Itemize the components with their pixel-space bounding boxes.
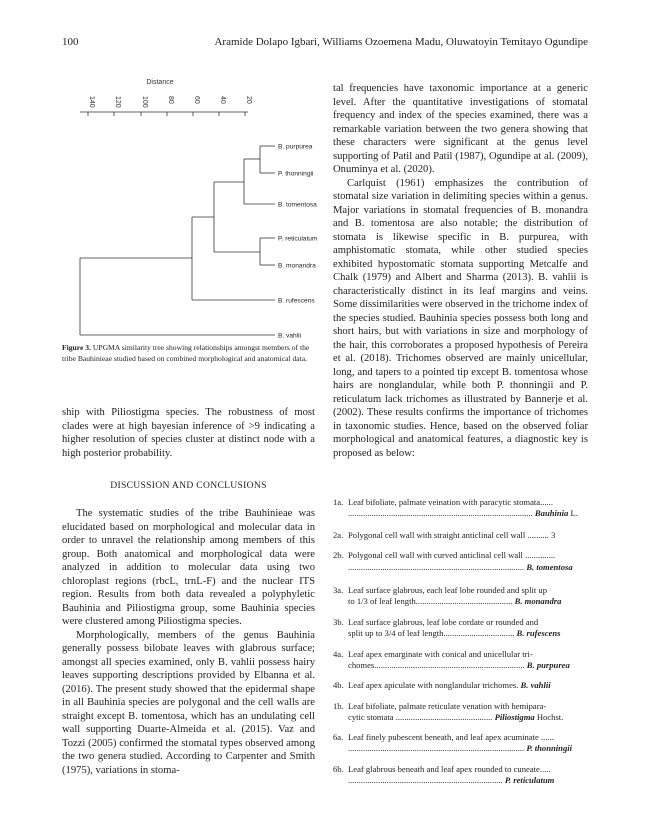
key-text: Leaf glabrous beneath and leaf apex rounded to cuneate..... (348, 763, 551, 774)
key-item (333, 732, 588, 755)
dendrogram-axis-title: Distance (146, 79, 174, 86)
key-text: to 1/3 of leaf length............................................. (348, 596, 513, 607)
key-number: 3a. (333, 585, 344, 596)
key-text: Leaf surface glabrous, leaf lobe cordate or rounded and (348, 616, 539, 627)
axis-tick-label: 100 (141, 96, 148, 108)
paragraph: Carlquist (1961) emphasizes the contribution of stomatal size variation in delimiting species within a genus. Major variations in stomatal frequencies of B. monandra and B. tomentosa are also notable; the distribution of stomata is likewise specific in B. purpurea, with amphistomatic stomata, while other studied species exhibited hypostomatic stomata supporting Metcalfe and Chalk (1979) and Albert and Sharma (2013). B. vahlii is characteristically distinct in its leaf margins and veins. Some dissimilarities were observed in the trichome index of the species studied. Bauhinia species possess both long and short hairs, but with variations in size and morphology of the hair, this corroborates a proposed hypothesis of Pereira et al. (2018). Trichomes observed are mainly unicellular, long, and tapers to a pointed tip except B. tomentosa whose hairs are nonglandular, while both P. thonningii and P. reticulatum lack trichomes as illustrated by Bannerje et al. (2002). These results confirms the importance of trichomes in taxonomic studies. Hence, based on the observed foliar morphological and anatomical features, a diagnostic key is proposed as below: (333, 177, 588, 459)
axis-tick-label: 60 (193, 96, 200, 104)
key-author: Hochst. (534, 712, 564, 723)
axis-tick-label: 120 (114, 96, 121, 108)
paragraph: ship with Piliostigma species. The robustness of most clades were at high bayesian inference of >9 indicating a higher resolution of species cluster at distinct node with a high posterior probability. (62, 407, 315, 459)
key-target: P. reticulatum (502, 774, 555, 785)
key-author: L. (568, 508, 578, 519)
key-text: Leaf surface glabrous, each leaf lobe rounded and split up (348, 585, 548, 596)
diagnostic-key (333, 497, 588, 786)
key-item (333, 764, 588, 787)
axis-tick-label: 80 (167, 96, 174, 104)
key-number: 2a. (333, 529, 344, 540)
key-text: ........................................................................ (348, 774, 503, 785)
key-item (333, 701, 588, 724)
taxon-label: P. thonningii (278, 170, 314, 178)
key-item (333, 617, 588, 640)
paragraph: The systematic studies of the tribe Bauhinieae was elucidated based on morphological and molecular data in order to unravel the relationship among members of this group. Both anatomical and morphological data were analyzed in addition to molecular data using two chloroplast regions (rbcL, trnL-F) and the nuclear ITS region. Results from both data revealed a polyphyletic Bauhinia and Piliostigma group, some Bauhinia species were clustered among Piliostigma species. (62, 508, 315, 627)
taxon-label: B. tomentosa (278, 201, 317, 209)
key-number: 4a. (333, 648, 344, 659)
key-text: Leaf apex apiculate with nonglandular trichomes. (348, 680, 519, 691)
key-item (333, 680, 588, 691)
left-column-top (62, 406, 315, 460)
axis-tick-label: 20 (245, 96, 252, 104)
taxon-label: B. vahlii (278, 332, 302, 340)
key-item (333, 585, 588, 608)
taxon-label: B. purpurea (278, 143, 313, 151)
key-item (333, 530, 588, 541)
key-target: B. purpurea (524, 660, 570, 671)
key-target: P. thonningii (524, 743, 573, 754)
taxon-label: B. rufescens (278, 297, 315, 305)
key-number: 2b. (333, 550, 344, 561)
key-text: Leaf finely pubescent beneath, and leaf apex acuminate ...... (348, 731, 554, 742)
key-item (333, 550, 588, 573)
key-text: Leaf bifoliate, palmate reticulate venation with hemipara- (348, 700, 547, 711)
key-target: B. tomentosa (524, 561, 573, 572)
axis-tick-label: 40 (219, 96, 226, 104)
key-target: B. monandra (512, 596, 562, 607)
key-text: Leaf apex emarginate with conical and unicellular tri- (348, 648, 533, 659)
running-header-authors: Aramide Dolapo Igbari, Williams Ozoemena Madu, Oluwatoyin Temitayo Ogundipe (214, 36, 588, 48)
key-text: cytic stomata ............................................. (348, 712, 493, 723)
paragraph: tal frequencies have taxonomic importance at a generic level. After the quantitative investigations of stomatal frequency and index of the species examined, there was a remarkable variation between the two genera showing that these characters were significant at the genus level supporting of Patil and Patil (1987), Ogundipe at al. (2009), Onuminya et al. (2020). (333, 83, 588, 175)
key-text: .................................................................................. (348, 561, 525, 572)
section-heading: DISCUSSION AND CONCLUSIONS (110, 480, 267, 491)
key-item (333, 649, 588, 672)
key-text: Polygonal cell wall with straight anticlinal cell wall .......... 3 (348, 529, 556, 540)
key-text: chomes...................................................................... (348, 660, 525, 671)
left-column-discussion (62, 507, 315, 777)
key-text: ...................................................................................... (348, 508, 533, 519)
key-target: B. vahlii (518, 680, 551, 691)
figure-label: Figure 3. (62, 343, 91, 352)
right-column (333, 82, 588, 460)
key-target: Bauhinia (532, 508, 569, 519)
key-target: Piliostigma (492, 712, 535, 723)
figure-caption (62, 343, 314, 364)
page-number: 100 (62, 36, 79, 48)
key-number: 1a. (333, 497, 344, 507)
upgma-dendrogram (62, 72, 318, 342)
key-text: Leaf bifoliate, palmate veination with paracytic stomata...... (348, 497, 553, 507)
key-number: 1b. (333, 700, 344, 711)
key-target: B. rufescens (514, 628, 561, 639)
paragraph: Morphologically, members of the genus Bauhinia generally possess bilobate leaves with glabrous surface; amongst all species examined, only B. vahlii possess hairy leaves supporting descriptions provided by Elbanna et al. (2016). The present study showed that the epidermal shape in all Bauhinia species are polygonal and the cell walls are straight except B. tomentosa, which has an undulating cell wall supporting Duarte-Almeida et al. (2015). Vaz and Tozzi (2005) confirmed the stomatal types observed among the two genera studied. According to Carpenter and Smith (1975), variations in stoma- (62, 629, 315, 776)
key-text: Polygonal cell wall with curved anticlinal cell wall .............. (348, 550, 556, 561)
key-text: .................................................................................. (348, 743, 525, 754)
taxon-label: P. reticulatum (278, 235, 318, 243)
figure-caption-text: UPGMA similarity tree showing relationships amongst members of the tribe Bauhinieae studied based on combined morphological and anatomical data. (62, 343, 310, 363)
key-number: 6b. (333, 763, 344, 774)
key-item (333, 497, 588, 520)
key-number: 6a. (333, 731, 344, 742)
taxon-label: B. monandra (278, 262, 316, 270)
key-number: 3b. (333, 616, 344, 627)
key-number: 4b. (333, 680, 344, 691)
axis-tick-label: 140 (88, 96, 95, 108)
key-text: split up to 3/4 of leaf length................................. (348, 628, 515, 639)
